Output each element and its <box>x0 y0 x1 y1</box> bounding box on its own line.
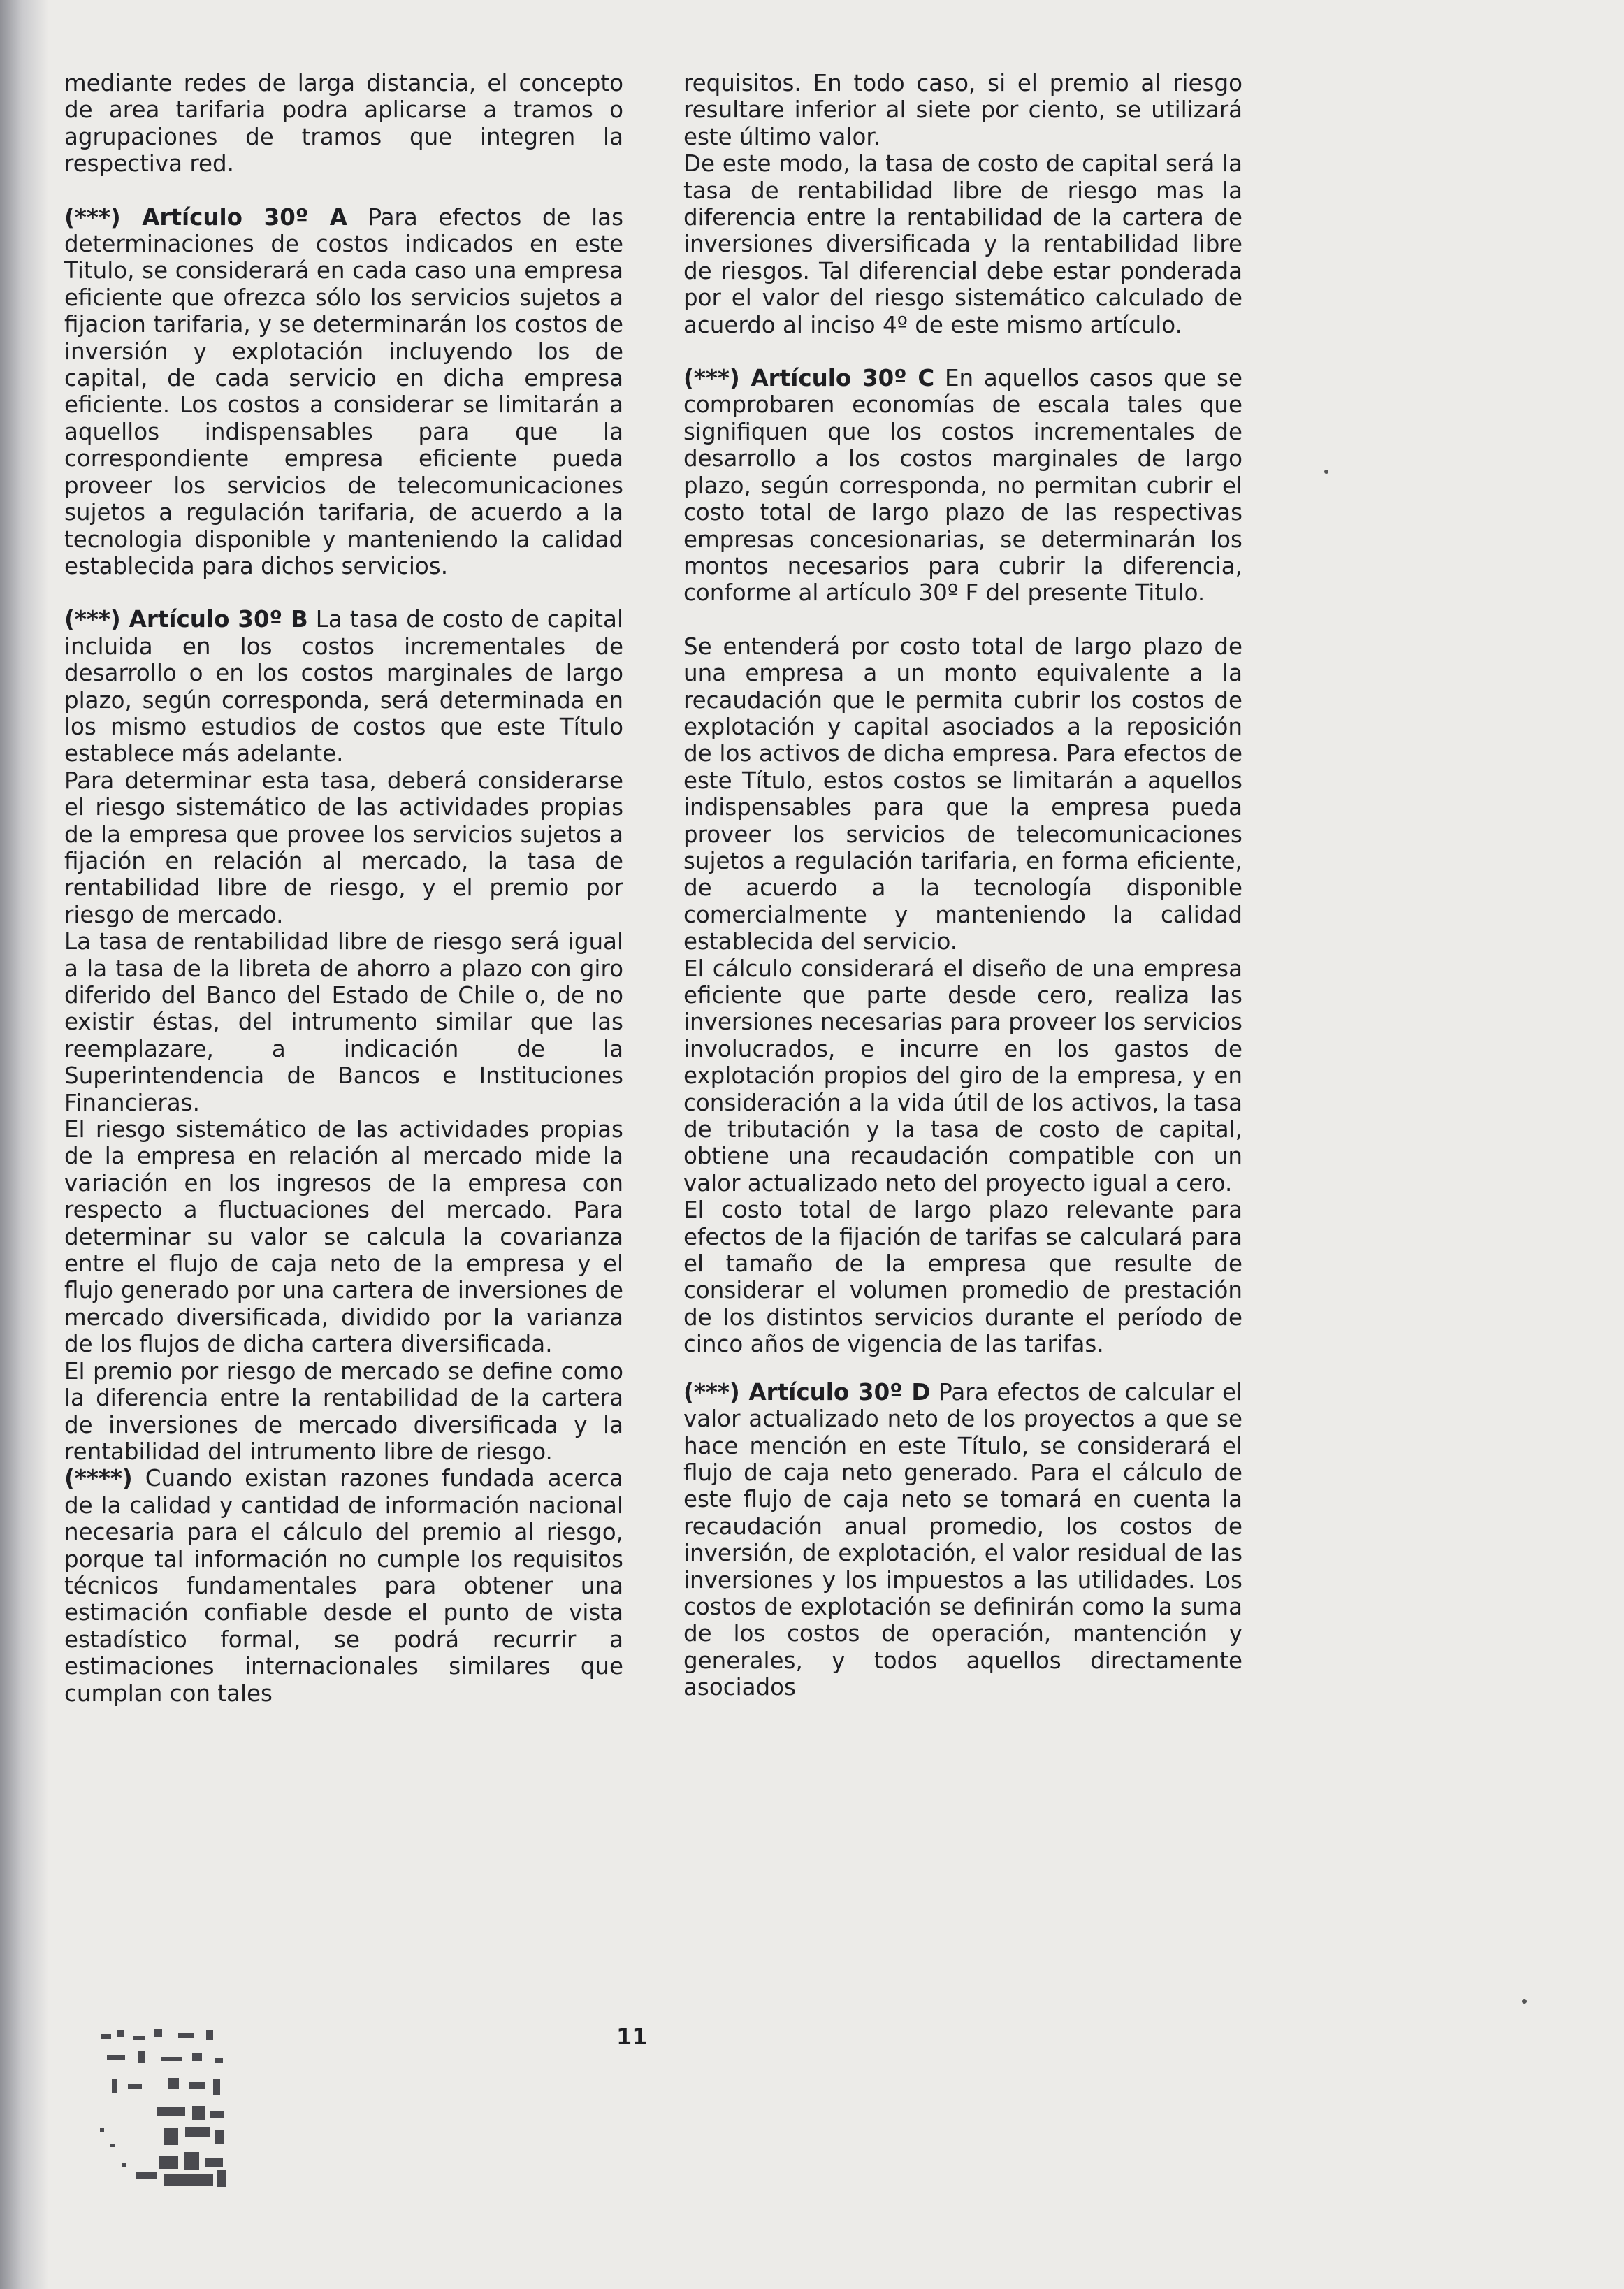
article-heading: (***) Artículo 30º B <box>64 606 308 633</box>
article-heading: (***) Artículo 30º D <box>683 1378 931 1406</box>
page-edge-shadow <box>0 0 49 2289</box>
paragraph: El cálculo considerará el diseño de una empresa eficiente que parte desde cero, realiza las inversiones necesarias para proveer los servicios involucrados, e incurre en los gastos de explotación propios del giro de la empresa, y en consideración a la vida útil de los activos, la tasa de tributación y la tasa de costo de capital, obtiene una recaudación compatible con un valor actualizado neto del proyecto igual a cero. <box>683 955 1242 1197</box>
paragraph: De este modo, la tasa de costo de capital será la tasa de rentabilidad libre de riesgo mas la diferencia entre la rentabilidad de la cartera de inversiones diversificada y la rentabilidad libre de riesgos. Tal diferencial debe estar ponderada por el valor del riesgo sistemático calculado de acuerdo al inciso 4º de este mismo artículo. <box>683 150 1242 338</box>
paragraph <box>64 1465 623 1707</box>
article-heading: (***) Artículo 30º C <box>683 365 935 392</box>
article-30c <box>683 365 1242 607</box>
paragraph: El riesgo sistemático de las actividades propias de la empresa en relación al mercado mide la variación en los ingresos de la empresa con respecto a fluctuaciones del mercado. Para determinar su valor se calcula la covarianza entre el flujo de caja neto de la empresa y el flujo generado por una cartera de inversiones de mercado diversificada, dividido por la varianza de los flujos de dicha cartera diversificada. <box>64 1116 623 1358</box>
article-30a <box>64 204 623 580</box>
scan-speck <box>1522 1999 1527 2004</box>
article-body: Para efectos de calcular el valor actualizado neto de los proyectos a que se hace mención en este Título, se considerará el flujo de caja neto generado. Para el cálculo de este flujo de caja neto se tomará en cuenta la recaudación anual promedio, los costos de inversión, de explotación, el valor residual de las inversiones y los impuestos a las utilidades. Los costos de explotación se definirán como la suma de los costos de operación, mantención y generales, y todos aquellos directamente asociados <box>683 1378 1242 1701</box>
paragraph: La tasa de rentabilidad libre de riesgo será igual a la tasa de la libreta de ahorro a plazo con giro diferido del Banco del Estado de Chile o, de no existir éstas, del intrumento similar que las reemplazare, a indicación de la Superintendencia de Bancos e Instituciones Financieras. <box>64 928 623 1116</box>
paragraph: requisitos. En todo caso, si el premio al riesgo resultare inferior al siete por ciento, se utilizará este último valor. <box>683 70 1242 150</box>
left-column <box>64 70 623 1707</box>
paragraph: El costo total de largo plazo relevante para efectos de la fijación de tarifas se calculará para el tamaño de la empresa que resulte de considerar el volumen promedio de prestación de los distintos servicios durante el período de cinco años de vigencia de las tarifas. <box>683 1197 1242 1358</box>
scan-speck <box>1324 470 1328 474</box>
page-number: 11 <box>616 2023 648 2050</box>
article-heading: (***) Artículo 30º A <box>64 203 347 231</box>
footnote-mark: (****) <box>64 1465 133 1492</box>
article-body: La tasa de costo de capital incluida en los costos incrementales de desarrollo o en los costos marginales de largo plazo, según corresponda, será determinada en los mismo estudios de costos que este Título establece más adelante. <box>64 606 623 767</box>
right-column <box>683 70 1242 1701</box>
article-body: Para efectos de las determinaciones de costos indicados en este Titulo, se considerará en cada caso una empresa eficiente que ofrezca sólo los servicios sujetos a fijacion tarifaria, y se determinarán los costos de inversión y explotación incluyendo los de capital, de cada servicio en dicha empresa eficiente. Los costos a considerar se limitarán a aquellos indispensables para que la correspondiente empresa eficiente pueda proveer los servicios de telecomunicaciones sujetos a regulación tarifaria, de acuerdo a la tecnologia disponible y manteniendo la calidad establecida para dichos servicios. <box>64 203 623 579</box>
article-30b <box>64 606 623 767</box>
article-body: En aquellos casos que se comprobaren economías de escala tales que signifiquen que los costos incrementales de desarrollo a los costos marginales de largo plazo, según corresponda, no permitan cubrir el costo total de largo plazo de las respectivas empresas concesionarias, se determinarán los montos necesarios para cubrir la diferencia, conforme al artículo 30º F del presente Titulo. <box>683 365 1242 607</box>
paragraph-body: Cuando existan razones fundada acerca de la calidad y cantidad de información nacional necesaria para el cálculo del premio al riesgo, porque tal información no cumple los requisitos técnicos fundamentales para obtener una estimación confiable desde el punto de vista estadístico formal, se podrá recurrir a estimaciones internacionales similares que cumplan con tales <box>64 1465 623 1707</box>
paragraph: Para determinar esta tasa, deberá considerarse el riesgo sistemático de las actividades propias de la empresa que provee los servicios sujetos a fijación en relación al mercado, la tasa de rentabilidad libre de riesgo, y el premio por riesgo de mercado. <box>64 767 623 928</box>
paragraph: Se entenderá por costo total de largo plazo de una empresa a un monto equivalente a la recaudación que le permita cubrir los costos de explotación y capital asociados a la reposición de los activos de dicha empresa. Para efectos de este Título, estos costos se limitarán a aquellos indispensables para que la empresa pueda proveer los servicios de telecomunicaciones sujetos a regulación tarifaria, en forma eficiente, de acuerdo a la tecnología disponible comercialmente y manteniendo la calidad establecida del servicio. <box>683 633 1242 955</box>
paragraph: mediante redes de larga distancia, el concepto de area tarifaria podra aplicarse a tramos o agrupaciones de tramos que integren la respectiva red. <box>64 70 623 178</box>
scan-noise-stamp <box>94 2023 234 2191</box>
article-30d <box>683 1379 1242 1701</box>
paragraph: El premio por riesgo de mercado se define como la diferencia entre la rentabilidad de la cartera de inversiones de mercado diversificada y la rentabilidad del intrumento libre de riesgo. <box>64 1357 623 1465</box>
